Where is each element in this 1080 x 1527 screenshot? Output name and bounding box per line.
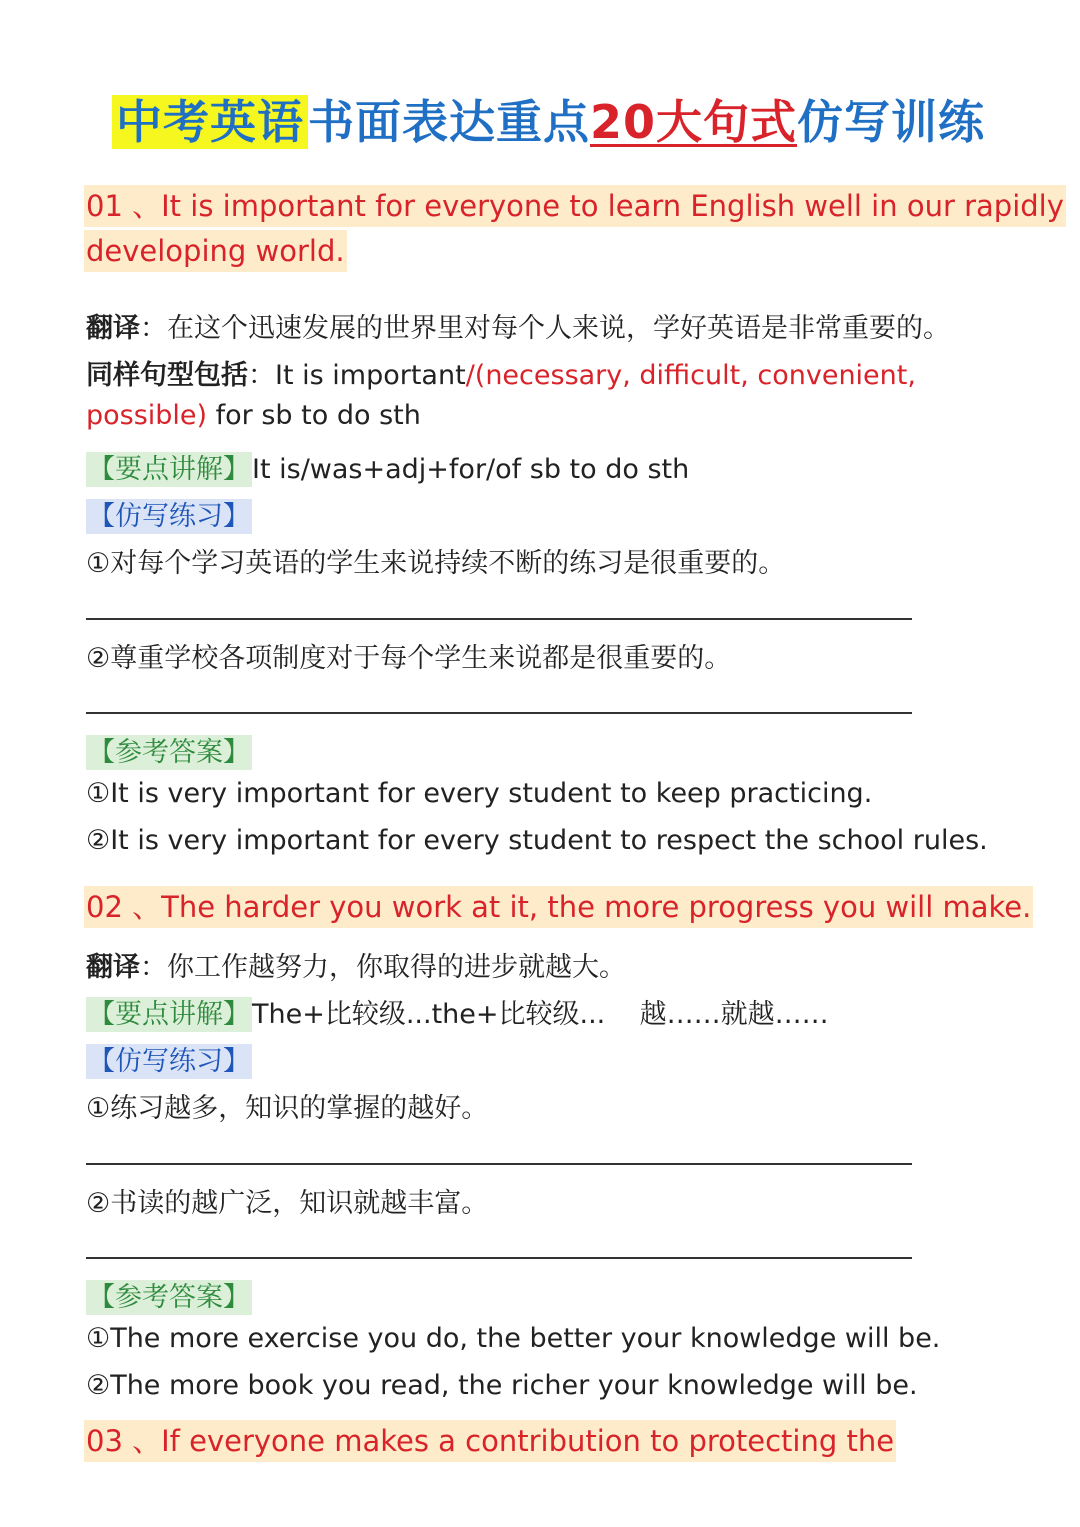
similar-patterns-01: 同样句型包括：It is important/(necessary, difficult, convenient, [86,360,916,391]
key-point-01: 【要点讲解】It is/was+adj+for/of sb to do sth [88,454,690,485]
title-part-1: 中考英语 [112,95,308,149]
practice-question-02-2: ②书读的越广泛，知识就越丰富。 [86,1188,489,1219]
reference-answer-02-1: ①The more exercise you do, the better your knowledge will be. [86,1323,941,1354]
practice-question-01-2: ②尊重学校各项制度对于每个学生来说都是很重要的。 [86,643,732,674]
practice-tag-02: 【仿写练习】 [88,1046,250,1077]
similar-label: 同样句型包括 [86,360,248,391]
answer-tag-01: 【参考答案】 [88,737,250,768]
title-part-3: 20大句式 [590,95,798,149]
sentence-01-line-1: 01 、It is important for everyone to learn English well in our rapidly [84,184,1066,225]
title-part-4: 仿写训练 [797,95,986,149]
practice-question-01-1: ①对每个学习英语的学生来说持续不断的练习是很重要的。 [86,548,786,579]
translation-02: 翻译：你工作越努力，你取得的进步就越大。 [86,952,626,983]
translation-label: 翻译 [86,313,140,344]
key-point-02: 【要点讲解】The+比较级...the+比较级... 越……就越…… [88,999,829,1030]
sentence-01-line-2: developing world. [84,234,347,268]
answer-blank-02-1[interactable] [86,1163,912,1165]
title-part-2: 书面表达重点 [308,95,590,149]
sentence-03: 03 、If everyone makes a contribution to protecting the [84,1419,896,1460]
page-title [112,88,985,156]
answer-blank-01-2[interactable] [86,712,912,714]
reference-answer-01-2: ②It is very important for every student to respect the school rules. [86,825,988,856]
practice-question-02-1: ①练习越多，知识的掌握的越好。 [86,1093,489,1124]
key-point-tag: 【要点讲解】 [88,454,250,485]
reference-answer-02-2: ②The more book you read, the richer your knowledge will be. [86,1370,918,1401]
answer-tag-02: 【参考答案】 [88,1282,250,1313]
translation-01: 翻译：在这个迅速发展的世界里对每个人来说，学好英语是非常重要的。 [86,313,950,344]
practice-tag-01: 【仿写练习】 [88,501,250,532]
similar-patterns-01-cont: possible) for sb to do sth [86,400,421,431]
answer-blank-01-1[interactable] [86,618,912,620]
reference-answer-01-1: ①It is very important for every student to keep practicing. [86,778,873,809]
sentence-02: 02 、The harder you work at it, the more progress you will make. [84,885,1033,926]
answer-blank-02-2[interactable] [86,1257,912,1259]
